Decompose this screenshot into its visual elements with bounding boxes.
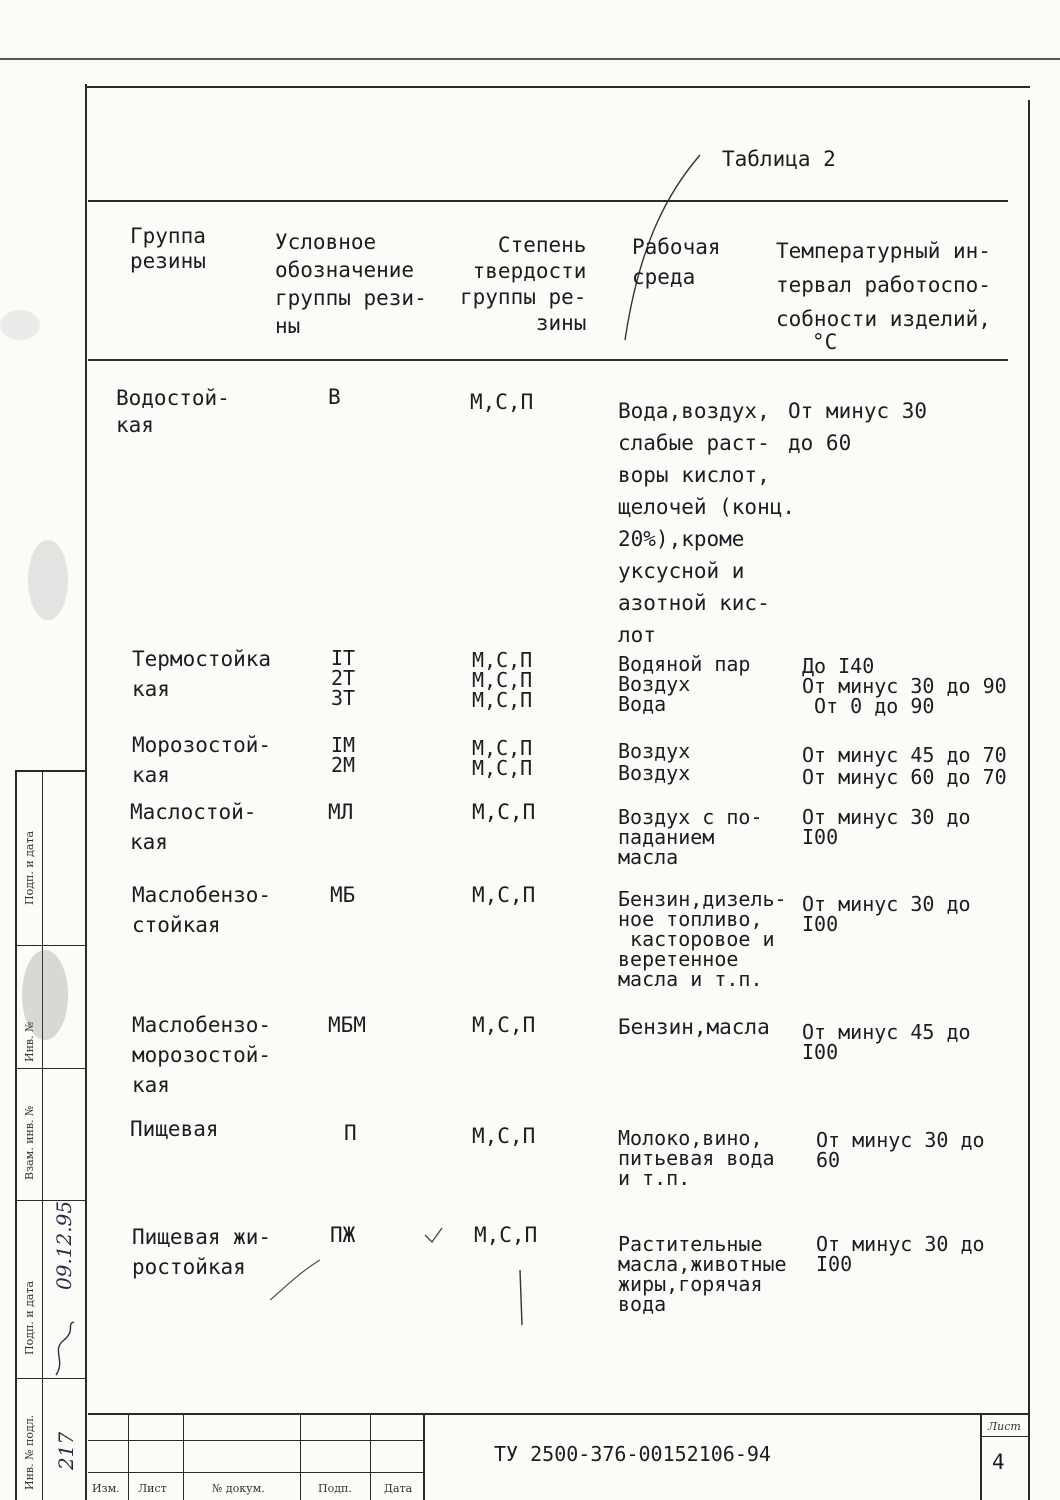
row-6-temperature: От минус 45 до I00 bbox=[802, 1020, 971, 1064]
title-block-col-sheet bbox=[980, 1413, 982, 1500]
stamp-inv-value: 217 bbox=[54, 1431, 78, 1470]
row-7-designation: П bbox=[344, 1121, 357, 1145]
stamp-col-data: Дата bbox=[384, 1482, 413, 1495]
stamp-signature-date: 09.12.95 bbox=[52, 1200, 76, 1290]
signature-scribble bbox=[46, 1320, 86, 1380]
stamp-rule-1 bbox=[15, 770, 87, 772]
stamp-left-border bbox=[15, 770, 17, 1500]
stain bbox=[28, 540, 68, 620]
row-3-hardness: М,С,П М,С,П bbox=[472, 736, 533, 780]
row-1-medium: Вода,воздух, слабые раст- воры кислот, щелочей (конц. 20%),кроме уксусной и азотной кис- лот bbox=[618, 399, 796, 647]
row-2-group: Термостойка кая bbox=[132, 647, 272, 701]
pen-mark-lower bbox=[260, 1210, 660, 1330]
stamp-inv-dubl: Инв. № bbox=[23, 1021, 36, 1062]
frame-top bbox=[85, 86, 1030, 88]
row-7-temperature: От минус 30 до 60 bbox=[816, 1128, 985, 1172]
header-group: Группа резины bbox=[130, 224, 206, 273]
row-8-group: Пищевая жи- ростойкая bbox=[132, 1225, 272, 1279]
row-8-medium: Растительные масла,животные жиры,горячая вода bbox=[618, 1232, 787, 1316]
title-block-mid-2 bbox=[88, 1472, 423, 1473]
row-6-group: Маслобензо- морозостой- кая bbox=[132, 1013, 272, 1097]
stamp-inv-podl: Инв. № подл. bbox=[23, 1414, 36, 1490]
row-7-group: Пищевая bbox=[130, 1117, 219, 1141]
row-1-hardness: М,С,П bbox=[470, 390, 534, 414]
title-block-col-4 bbox=[370, 1413, 371, 1500]
title-block-col-3 bbox=[300, 1413, 301, 1500]
row-3-medium: Воздух Воздух bbox=[618, 739, 691, 785]
title-block-col-1 bbox=[128, 1413, 129, 1500]
row-6-medium: Бензин,масла bbox=[618, 1015, 770, 1039]
stamp-rule-2 bbox=[15, 945, 87, 946]
frame-right bbox=[1028, 100, 1030, 1500]
header-bottom-rule bbox=[88, 359, 1008, 361]
row-2-designation: IT 2T 3T bbox=[331, 646, 356, 710]
row-5-medium: Бензин,дизель- ное топливо, касторовое и веретенное масла и т.п. bbox=[618, 887, 787, 991]
stain bbox=[22, 950, 68, 1040]
row-4-temperature: От минус 30 до I00 bbox=[802, 805, 971, 849]
scan-top-edge bbox=[0, 58, 1060, 60]
row-4-group: Маслостой- кая bbox=[130, 800, 257, 854]
header-hardness: Степень твердости группы ре- зины bbox=[460, 233, 587, 335]
header-designation: Условное обозначение группы рези- ны bbox=[275, 230, 427, 338]
stamp-col-doc: № докум. bbox=[212, 1482, 265, 1495]
row-3-designation: IM 2M bbox=[331, 733, 356, 777]
stamp-inner-border bbox=[42, 770, 43, 1500]
row-5-designation: МБ bbox=[330, 883, 356, 907]
row-6-hardness: М,С,П bbox=[472, 1013, 536, 1037]
row-4-designation: МЛ bbox=[328, 800, 354, 824]
stamp-col-izm: Изм. bbox=[92, 1482, 120, 1495]
header-temperature-unit: °С bbox=[812, 330, 838, 354]
row-3-temperature: От минус 45 до 70 От минус 60 до 70 bbox=[802, 743, 1007, 789]
header-top-rule bbox=[88, 200, 1008, 202]
stamp-col-list: Лист bbox=[138, 1482, 167, 1495]
stamp-col-podp: Подп. bbox=[318, 1482, 352, 1495]
row-4-hardness: М,С,П bbox=[472, 800, 536, 824]
title-block-top bbox=[88, 1413, 1028, 1415]
row-1-designation: В bbox=[328, 385, 341, 409]
sheet-label: Лист bbox=[988, 1420, 1021, 1433]
row-3-group: Морозостой- кая bbox=[132, 733, 272, 787]
frame-left bbox=[85, 84, 87, 1500]
row-1-temperature: От минус 30 до 60 bbox=[788, 399, 928, 455]
stamp-vzam-inv: Взам. инв. № bbox=[23, 1105, 36, 1180]
row-2-hardness: М,С,П М,С,П М,С,П bbox=[472, 648, 533, 712]
row-8-temperature: От минус 30 до I00 bbox=[816, 1232, 985, 1276]
row-7-medium: Молоко,вино, питьевая вода и т.п. bbox=[618, 1126, 775, 1190]
sheet-number: 4 bbox=[992, 1450, 1005, 1474]
row-1-group: Водостой- кая bbox=[116, 386, 230, 437]
row-4-medium: Воздух с по- паданием масла bbox=[618, 805, 763, 869]
row-2-medium: Водяной пар Воздух Вода bbox=[618, 652, 751, 716]
stamp-podp-data-1: Подп. и дата bbox=[23, 830, 36, 905]
table-title: Таблица 2 bbox=[722, 147, 836, 171]
row-5-group: Маслобензо- стойкая bbox=[132, 883, 272, 937]
stamp-rule-3 bbox=[15, 1068, 87, 1069]
row-2-temperature: До I40 От минус 30 до 90 От 0 до 90 bbox=[802, 654, 1007, 718]
row-8-designation: ПЖ bbox=[330, 1223, 356, 1247]
header-temperature: Температурный ин- тервал работоспо- собности изделий, bbox=[776, 239, 991, 331]
sheet-box-rule bbox=[980, 1436, 1028, 1437]
row-8-hardness: М,С,П bbox=[474, 1223, 538, 1247]
row-6-designation: МБМ bbox=[328, 1013, 366, 1037]
row-5-temperature: От минус 30 до I00 bbox=[802, 892, 971, 936]
title-block-col-5 bbox=[423, 1413, 425, 1500]
row-7-hardness: М,С,П bbox=[472, 1124, 536, 1148]
stamp-rule-4 bbox=[15, 1200, 87, 1201]
row-5-hardness: М,С,П bbox=[472, 883, 536, 907]
title-block-mid bbox=[88, 1440, 423, 1441]
stain bbox=[0, 310, 40, 340]
title-block-col-2 bbox=[183, 1413, 184, 1500]
stamp-podp-data-2: Подп. и дата bbox=[23, 1280, 36, 1355]
document-code: ТУ 2500-376-00152106-94 bbox=[494, 1442, 771, 1466]
header-medium: Рабочая среда bbox=[632, 235, 721, 289]
